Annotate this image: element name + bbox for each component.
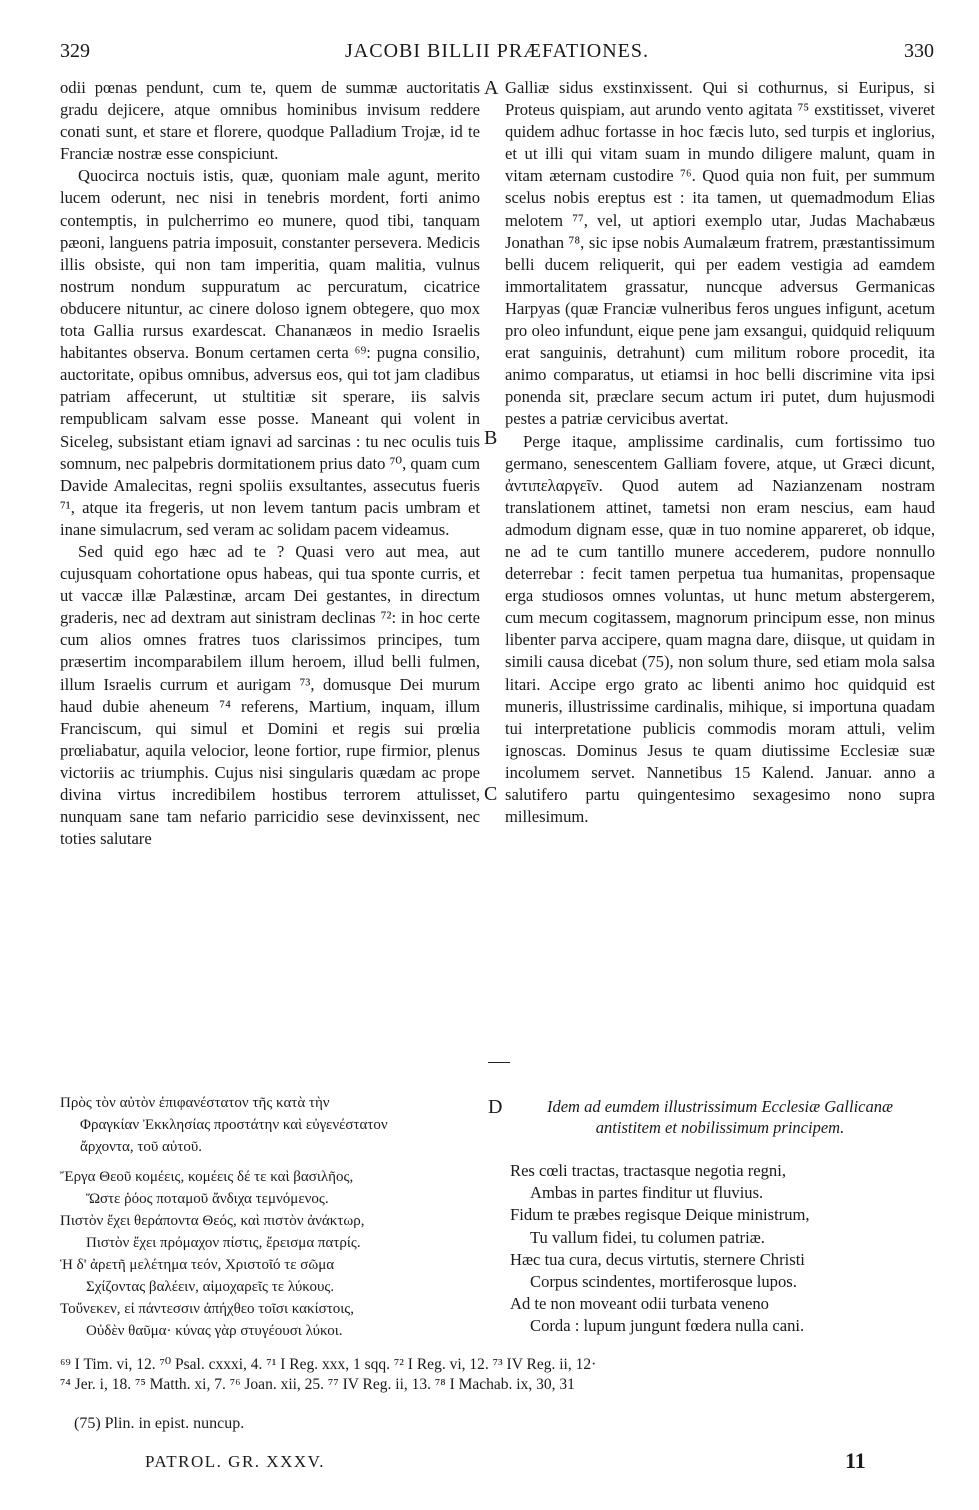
greek-title-line: ἄρχοντα, τοῦ αὐτοῦ. <box>80 1139 203 1155</box>
signature-mark: PATROL. GR. XXXV. <box>145 1452 325 1471</box>
right-page-number: 330 <box>904 40 934 62</box>
greek-verse: Πιστὸν ἔχει πρόμαχον πίστις, ἔρεισμα πατρίς. <box>86 1235 361 1251</box>
greek-title-line: Φραγκίαν Ἐκκλησίας προστάτην καὶ εὐγενέστατον <box>80 1117 388 1133</box>
latin-verses <box>510 1160 940 1338</box>
greek-verse: Ἡ δ' ἀρετῆ μελέτημα τεόν, Χριστοῖό τε σῶμα <box>60 1257 335 1273</box>
left-paragraph-2: Quocirca noctuis istis, quæ, quoniam male agunt, merito lucem oderunt, nec nisi in tenebris mordent, forti animo contemptis, in pulcherrimo eo munere, quod tibi, tanquam pæoni, languens patria imposuit, constanter persevera. Medicis illis obsiste, qui non tam imperitia, quam malitia, vulnus nostrum nondum suppuratum ac percuratum, cicatrice obducere nituntur, ac cinere doloso ignem obtegere, quo mox tota Gallia rursus exardescat. Chananæos in medio Israelis habitantes observa. Bonum certamen certa ⁶⁹: pugna consilio, auctoritate, opibus omnibus, adversus eos, qui tot jam cladibus patriam affecerunt, ut stultitiæ sit sperare, iis salvis rempublicam salvam esse posse. Maneant qui volent in Siceleg, subsistant etiam ignavi ad sarcinas : tu nec oculis tuis somnum, nec palpebris dormitationem prius dato ⁷⁰, quam cum Davide Amalecitas, regni spoliis exsultantes, assecutus fueris ⁷¹, atque ita fregeris, ut non levem tantum pacis umbram et inane simulacrum, sed veram ac solidam pacem videamus. <box>60 166 480 539</box>
footnote-line: ⁶⁹ I Tim. vi, 12. ⁷⁰ Psal. cxxxi, 4. ⁷¹ I Reg. xxx, 1 sqq. ⁷² I Reg. vi, 12. ⁷³ IV Reg. ii, 12· <box>60 1356 597 1373</box>
greek-verse: Σχίζοντας βαλέειν, αἱμοχαρεῖς τε λύκους. <box>86 1279 335 1295</box>
gathering-number: 11 <box>845 1448 866 1473</box>
latin-verse: Res cœli tractas, tractasque negotia regni, <box>510 1161 786 1180</box>
margin-marker-a: A <box>484 77 499 99</box>
right-paragraph-1: Galliæ sidus exstinxissent. Qui si cothurnus, si Euripus, si Proteus quispiam, aut arundo vento agitata ⁷⁵ exstitisset, viveret quidem adhuc fortasse in hoc fæcis luto, sed turpis et inglorius, et ut illi qui vitam suam in mundo diligere malunt, quam in vitam æternam custodire ⁷⁶. Quod quia non fuit, per summum scelus nobis ereptus est : ita tamen, ut quemadmodum Elias melotem ⁷⁷, vel, ut aptiori exemplo utar, Judas Machabæus Jonathan ⁷⁸, sic ipse nobis Aumalæum fratrem, præstantissimum belli ducem reliquerit, qui per eadem vestigia ad eamdem immortalitatem grassatur, nuncque adversus Germanicas Harpyas (quæ Franciæ vulneribus feros ungues infigunt, acetum pro oleo infundunt, eique pene jam exsangui, quidquid reliquum erat sanguinis, detrahunt) cum militum robore procedit, ita animo comparatus, ut etiamsi in hoc belli discrimine vita ipsi ponenda sit, præclare secum actum iri putet, dum hujusmodi pestes a patriæ cervicibus avertat. <box>505 78 935 429</box>
margin-marker-d: D <box>488 1096 503 1118</box>
latin-verse: Fidum te præbes regisque Deique ministrum, <box>510 1205 810 1225</box>
latin-verse: Hæc tua cura, decus virtutis, sternere Christi <box>510 1249 805 1269</box>
running-title: JACOBI BILLII PRÆFATIONES. <box>345 40 649 62</box>
footnotes <box>60 1355 940 1395</box>
greek-title-line: Πρὸς τὸν αὐτὸν ἐπιφανέστατον τῆς κατὰ τὴν <box>60 1095 330 1111</box>
footnote-line: ⁷⁴ Jer. i, 18. ⁷⁵ Matth. xi, 7. ⁷⁶ Joan. xii, 25. ⁷⁷ IV Reg. ii, 13. ⁷⁸ I Machab. ix, 30, 31 <box>60 1376 575 1393</box>
greek-verse: Ὥστε ῥόος ποταμοῦ ἄνδιχα τεμνόμενος. <box>86 1191 329 1207</box>
left-paragraph-3: Sed quid ego hæc ad te ? Quasi vero aut mea, aut cujusquam cohortatione opus habeas, qui tua sponte curris, et ut vaccæ illæ Palæstinæ, arcam Dei gestantes, in directum graderis, nec ad dextram aut sinistram declinas ⁷²: in hoc certe cum alios omnes fratres tuos clarissimos principes, tum præsertim incomparabilem illum heroem, illud belli fulmen, illum Israelis currum et aurigam ⁷³, domusque Dei murum haud dubie aheneum ⁷⁴ referens, Martium, inquam, illum Franciscum, qui simul et Domini et regis sui prœlia prœliabatur, aquila velocior, leone fortior, rupe firmior, plenus victoriis ac triumphis. Cujus nisi singularis quædam ac prope divina virtus incredibilem hostibus terrorem attulisset, nunquam sane tam nefario parricidio sese devinxissent, nec toties salutare <box>60 541 480 849</box>
latin-verse: Ambas in partes finditur ut fluvius. <box>530 1183 764 1203</box>
greek-verse: Οὐδὲν θαῦμα· κύνας γὰρ στυγέουσι λύκοι. <box>86 1323 343 1339</box>
latin-verse: Corpus scindentes, mortiferosque lupos. <box>530 1272 797 1292</box>
greek-verse: Πιστὸν ἔχει θεράποντα Θεός, καὶ πιστὸν ἀνάκτωρ, <box>60 1213 365 1229</box>
left-page-number: 329 <box>60 40 90 62</box>
page-header <box>60 40 934 70</box>
section-divider <box>488 1062 510 1063</box>
greek-poem-title <box>60 1092 480 1158</box>
numbered-note: (75) Plin. in epist. nuncup. <box>74 1415 245 1432</box>
greek-verse: Τοὔνεκεν, εἰ πάντεσσιν ἀπήχθεο τοῖσι κακίστοις, <box>60 1301 354 1317</box>
margin-marker-b: B <box>484 427 498 449</box>
left-text-column <box>60 77 480 850</box>
latin-poem-title <box>510 1096 930 1138</box>
latin-verse: Tu vallum fidei, tu columen patriæ. <box>530 1227 765 1247</box>
latin-title-line: antistitem et nobilissimum principem. <box>595 1118 845 1137</box>
greek-verse: Ἔργα Θεοῦ κομέεις, κομέεις δέ τε καὶ βασιλῆος, <box>60 1169 354 1185</box>
right-text-column <box>505 77 935 828</box>
latin-verse: Ad te non moveant odii turbata veneno <box>510 1294 769 1314</box>
margin-marker-c: C <box>484 783 498 805</box>
greek-poem <box>60 1092 480 1342</box>
latin-title-line: Idem ad eumdem illustrissimum Ecclesiæ Gallicanæ <box>546 1097 893 1116</box>
latin-verse: Corda : lupum jungunt fœdera nulla cani. <box>530 1316 805 1336</box>
greek-verses <box>60 1166 480 1342</box>
left-paragraph-1: odii pœnas pendunt, cum te, quem de summæ auctoritatis gradu dejicere, atque omnibus hominibus invisum reddere conati sunt, et stare et florere, quodque Palladium Trojæ, id te Franciæ nostræ esse conspiciunt. <box>60 78 480 164</box>
right-paragraph-2: Perge itaque, amplissime cardinalis, cum fortissimo tuo germano, senescentem Galliam fovere, atque, ut Græci dicunt, ἀντιπελαργεῖν. Quod autem ad Nazianzenam nostram translationem attinet, tametsi non eram nescius, eam haud admodum dignam esse, quæ in tuo nomine appareret, ob idque, ne ad te cum tantillo munere accederem, pudore nonnullo deterrebar : fecit tamen perpetua tua humanitas, propensaque erga studiosos omnes voluntas, ut hunc metum abstergerem, cum mecum cogitassem, magnorum principum esse, non minus libenter parva accipere, quam magna dare, diisque, ut quidam in simili causa dicebat (75), non solum thure, sed etiam mola salsa litari. Accipe ergo grato ac libenti animo hoc quidquid est muneris, illustrissime cardinalis, mihique, si importuna quadam tui interpretatione publicis commodis moram attuli, velim ignoscas. Dominus Jesus te quam diutissime Ecclesiæ suæ incolumem servet. Nannetibus 15 Kalend. Januar. anno a salutifero partu quingentesimo sexagesimo nono supra millesimum. <box>505 431 935 827</box>
